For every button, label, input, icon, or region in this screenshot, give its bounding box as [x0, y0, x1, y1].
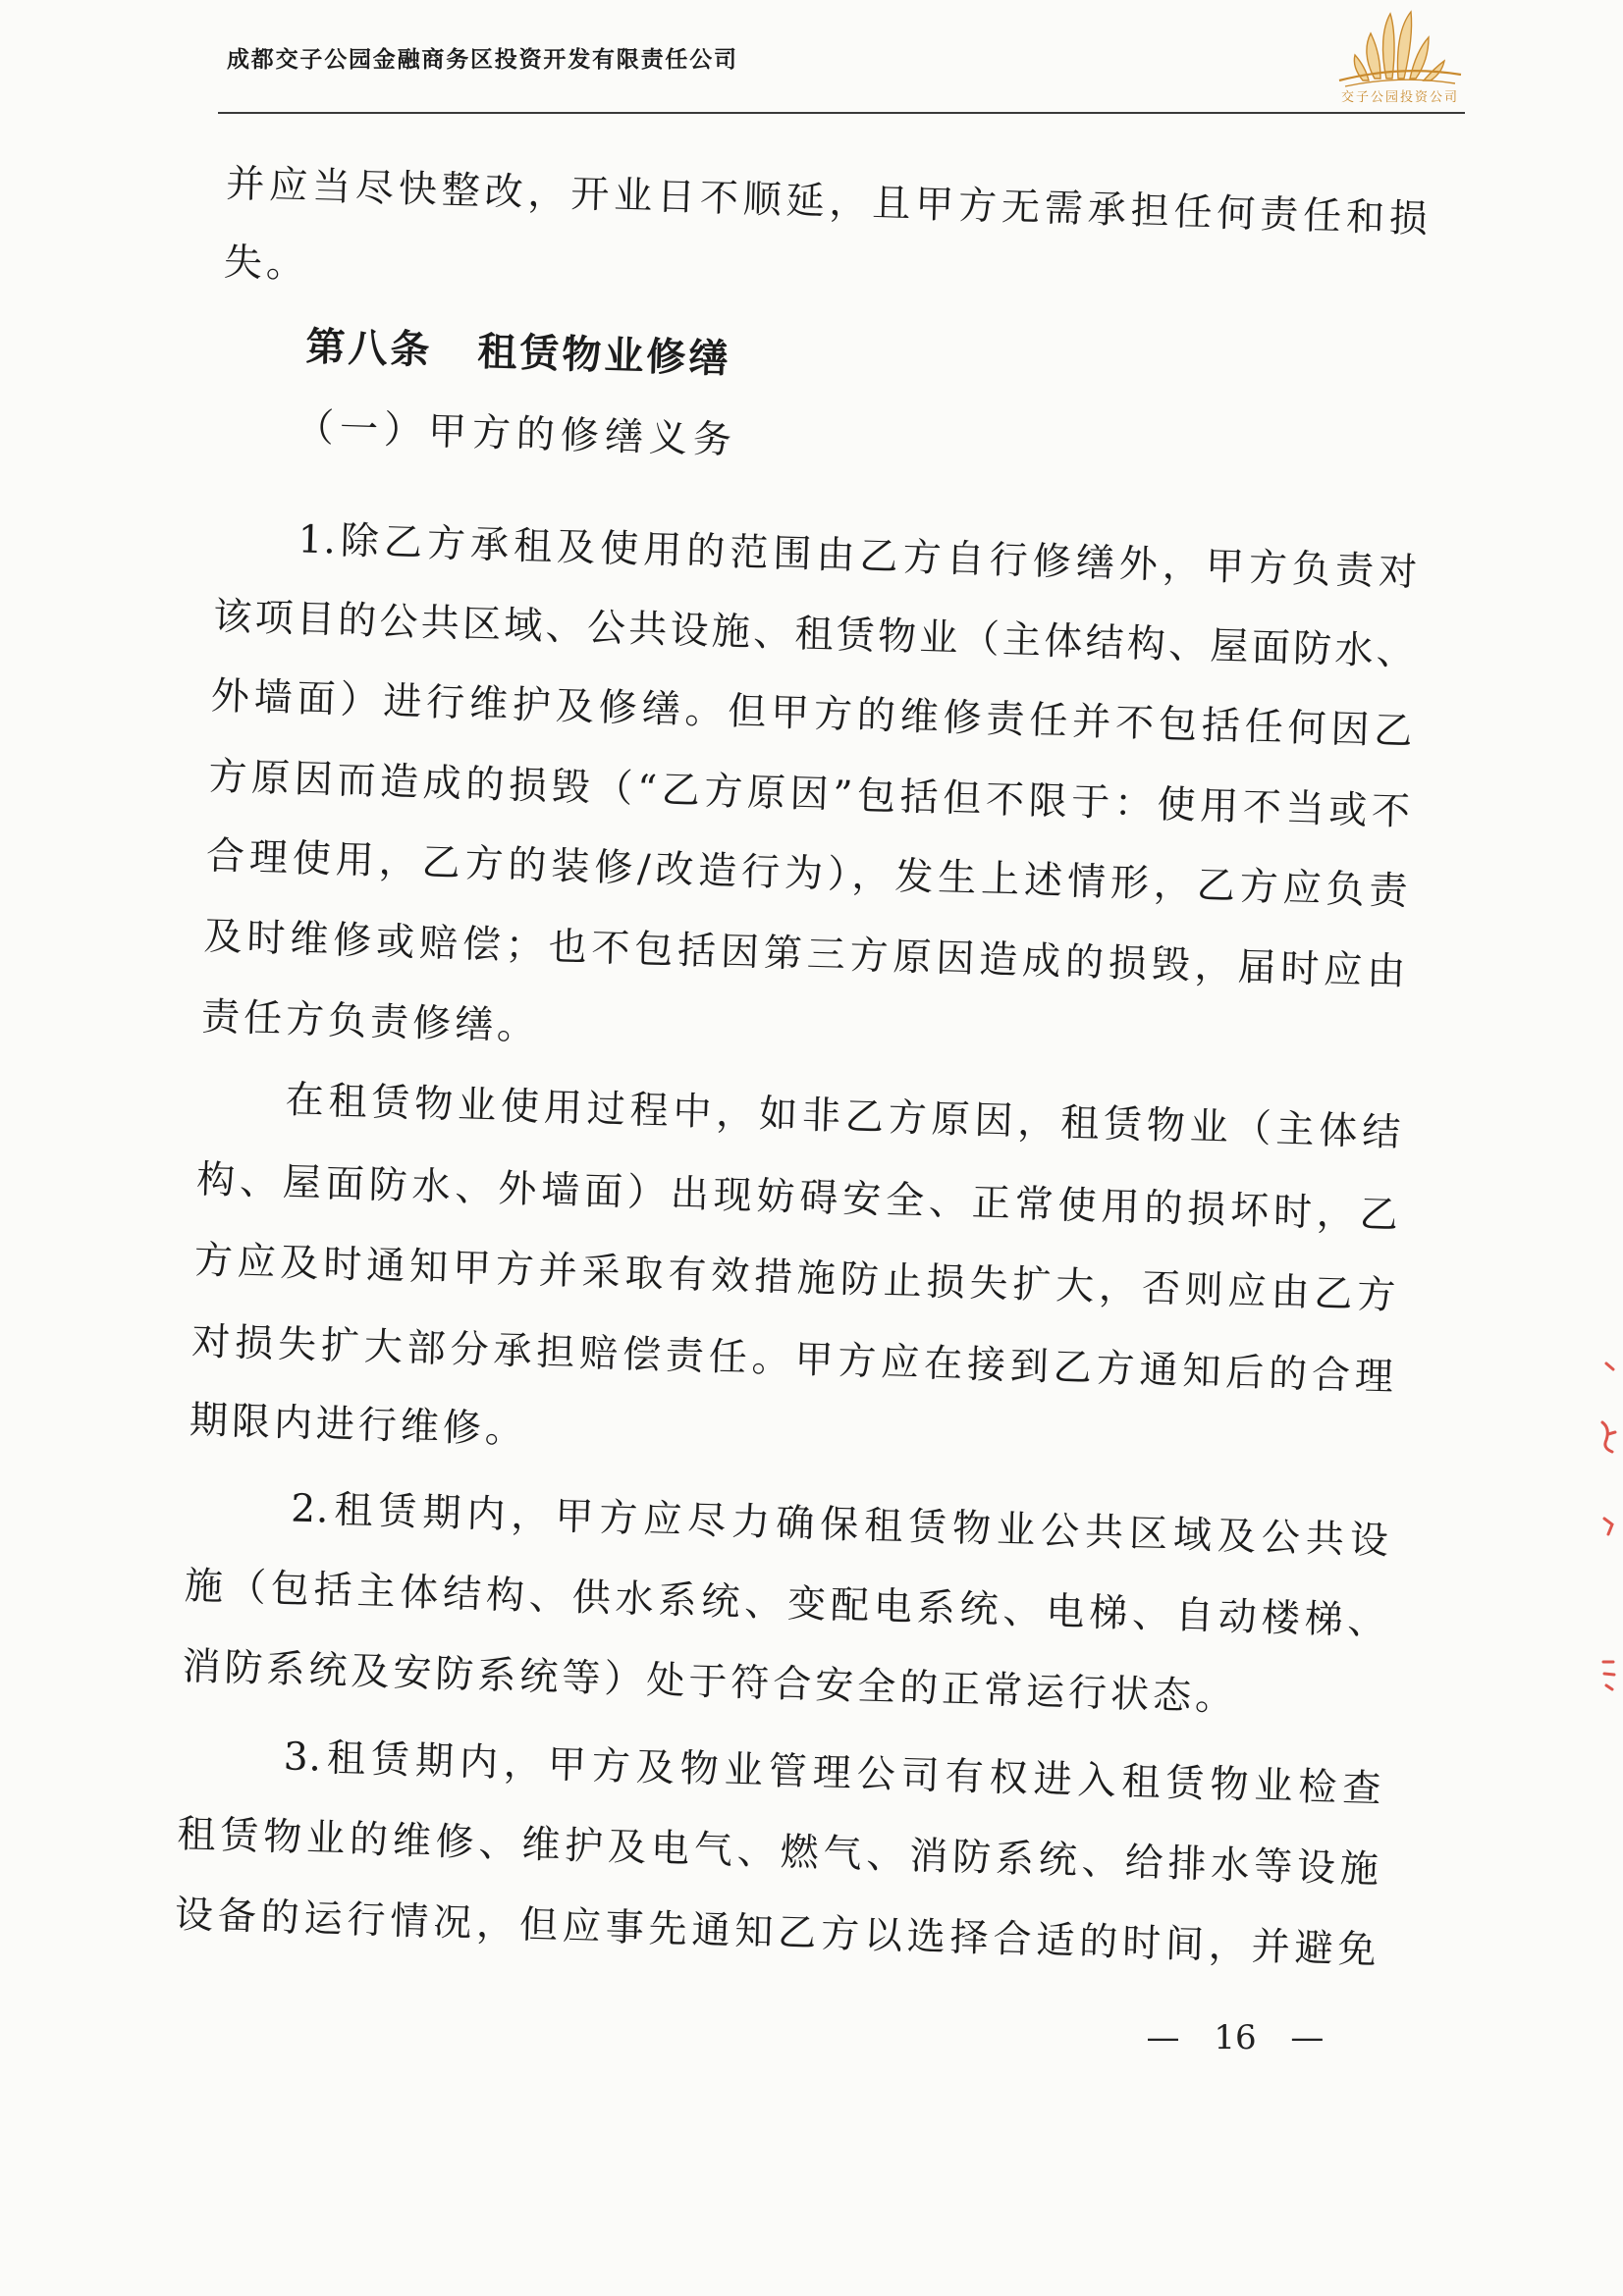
company-letterhead: 成都交子公园金融商务区投资开发有限责任公司 [227, 47, 738, 73]
logo-petal [1410, 37, 1429, 79]
text-line: 租赁物业的维修、维护及电气、燃气、消防系统、给排水等设施 [176, 1812, 1380, 1893]
text-line: 外墙面）进行维护及修缮。但甲方的维修责任并不包括任何因乙 [210, 673, 1415, 755]
text-line: 构、屋面防水、外墙面）出现妨碍安全、正常使用的损坏时，乙 [195, 1157, 1400, 1238]
article-title: 租赁物业修缮 [476, 329, 731, 383]
page-number: — 16 — [1146, 2018, 1325, 2057]
company-logo [1335, 10, 1465, 90]
text-line: 责任方负责修缮。 [200, 994, 540, 1049]
text-line: 方原因而造成的损毁（“乙方原因”包括但不限于：使用不当或不 [207, 754, 1412, 835]
logo-swoosh [1345, 80, 1455, 86]
text-line: 并应当尽快整改，开业日不顺延，且甲方无需承担任何责任和损 [225, 162, 1430, 242]
seam-seal-fragment [1583, 1350, 1620, 1703]
text-line: 及时维修或赔偿；也不包括因第三方原因造成的损毁，届时应由 [202, 914, 1407, 994]
text-line: 期限内进行维修。 [189, 1398, 528, 1453]
article-heading [305, 325, 731, 381]
continuation-paragraph [223, 162, 1430, 288]
text-line: 1.除乙方承租及使用的范围由乙方自行修缮外，甲方负责对 [297, 517, 1419, 596]
text-line: 对损失扩大部分承担赔偿责任。甲方应在接到乙方通知后的合理 [190, 1319, 1395, 1400]
text-line: 3.租赁期内，甲方及物业管理公司有权进入租赁物业检查 [283, 1735, 1383, 1812]
text-line: 施（包括主体结构、供水系统、变配电系统、电梯、自动楼梯、 [184, 1564, 1388, 1644]
text-line: 设备的运行情况，但应事先通知乙方以选择合适的时间，并避免 [174, 1893, 1379, 1973]
logo-caption: 交子公园投资公司 [1341, 90, 1460, 105]
text-line: 该项目的公共区域、公共设施、租赁物业（主体结构、屋面防水、 [212, 594, 1417, 675]
logo-petal [1383, 14, 1395, 79]
logo-petal [1398, 12, 1412, 79]
header-divider [218, 112, 1465, 114]
section-heading: （一）甲方的修缮义务 [295, 405, 738, 463]
logo-petal [1367, 33, 1380, 79]
text-line: 2.租赁期内，甲方应尽力确保租赁物业公共区域及公共设 [290, 1486, 1390, 1564]
text-line: 消防系统及安防系统等）处于符合安全的正常运行状态。 [181, 1644, 1238, 1721]
article-number: 第八条 [304, 324, 434, 374]
text-line: 在租赁物业使用过程中，如非乙方原因，租赁物业（主体结 [285, 1078, 1402, 1155]
text-line: 合理使用，乙方的装修/改造行为），发生上述情形，乙方应负责 [205, 833, 1410, 915]
text-line: 失。 [223, 240, 309, 288]
text-line: 方应及时通知甲方并采取有效措施防止损失扩大，否则应由乙方 [193, 1238, 1397, 1318]
body-text [174, 163, 1429, 1975]
